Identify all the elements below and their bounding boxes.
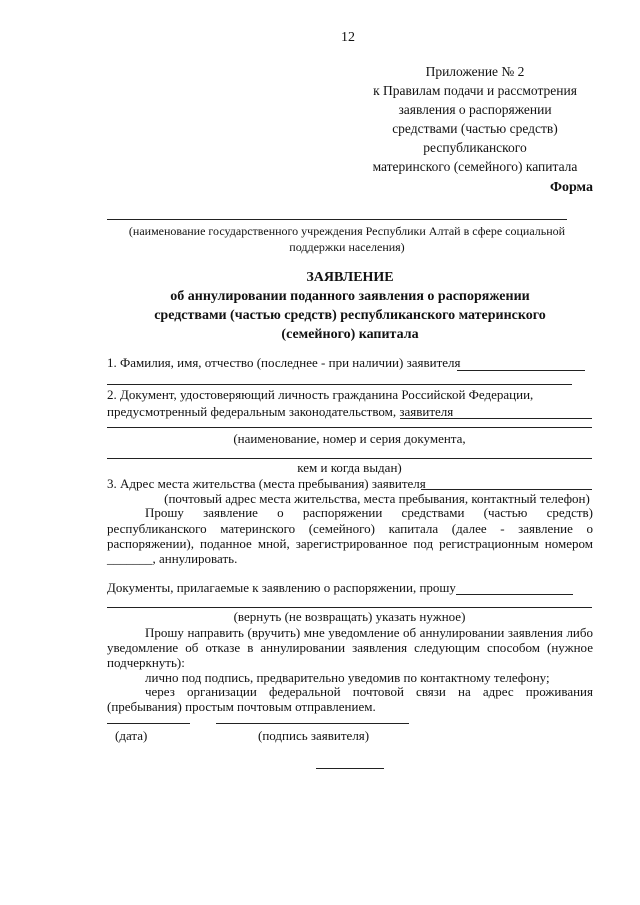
- notification-paragraph-line: подчеркнуть):: [107, 655, 185, 670]
- title-line: об аннулировании поданного заявления о распоряжении: [170, 289, 530, 304]
- appendix-line: заявления о распоряжении: [398, 102, 552, 117]
- signature-field[interactable]: [216, 723, 409, 724]
- institution-field[interactable]: [107, 219, 567, 220]
- appendix-block: [350, 62, 600, 176]
- full-name-field-continued[interactable]: [107, 384, 572, 385]
- attached-documents-field-continued[interactable]: [107, 607, 592, 608]
- item3-label: 3. Адрес места жительства (места пребывания) заявителя: [107, 476, 426, 491]
- document-title: [100, 268, 600, 344]
- request-paragraph-line: _______, аннулировать.: [107, 551, 238, 566]
- request-paragraph-line: республиканского материнского (семейного) капитала (далее - заявление о: [107, 521, 593, 536]
- appendix-title: Приложение № 2: [425, 64, 525, 79]
- title-line: (семейного) капитала: [281, 327, 419, 342]
- document-issuer-field[interactable]: [107, 458, 592, 459]
- appendix-line: республиканского: [423, 140, 527, 155]
- notification-paragraph-line: уведомление об отказе в аннулировании заявления следующим способом (нужное: [107, 640, 593, 655]
- appendix-line: материнского (семейного) капитала: [372, 159, 578, 174]
- attached-documents-field[interactable]: [456, 594, 573, 595]
- delivery-option-in-person[interactable]: лично под подпись, предварительно уведомив по контактному телефону;: [145, 670, 550, 685]
- identity-document-field[interactable]: [400, 418, 592, 419]
- appendix-line: средствами (частью средств): [392, 121, 558, 136]
- return-caption: (вернуть (не возвращать) указать нужное): [233, 609, 466, 624]
- address-field[interactable]: [421, 489, 592, 490]
- document-caption: (наименование, номер и серия документа,: [233, 431, 466, 446]
- delivery-option-post-continued: (пребывания) простым почтовым отправлением.: [107, 699, 376, 714]
- page-number: 12: [341, 30, 355, 45]
- notification-paragraph-line: Прошу направить (вручить) мне уведомление об аннулировании заявления либо: [145, 625, 593, 640]
- end-divider: [316, 768, 384, 769]
- address-caption: (почтовый адрес места жительства, места пребывания, контактный телефон): [164, 491, 590, 506]
- attached-documents-label: Документы, прилагаемые к заявлению о распоряжении, прошу: [107, 580, 456, 595]
- institution-caption: (наименование государственного учреждения Республики Алтай в сфере социальной: [128, 224, 566, 238]
- institution-caption: поддержки населения): [289, 240, 405, 254]
- item2-label: предусмотренный федеральным законодательством, заявителя: [107, 404, 454, 419]
- document-caption: кем и когда выдан): [297, 460, 402, 475]
- request-paragraph-line: распоряжении), поданное мной, зарегистрированное под регистрационным номером: [107, 536, 593, 551]
- form-label: Форма: [549, 180, 593, 195]
- title-line: средствами (частью средств) республиканского материнского: [154, 308, 546, 323]
- delivery-option-post[interactable]: через организации федеральной почтовой связи на адрес проживания: [145, 684, 593, 699]
- signature-label: (подпись заявителя): [258, 728, 370, 743]
- item1-label: 1. Фамилия, имя, отчество (последнее - при наличии) заявителя: [107, 355, 461, 370]
- date-field[interactable]: [107, 723, 190, 724]
- appendix-line: к Правилам подачи и рассмотрения: [373, 83, 577, 98]
- title-heading: ЗАЯВЛЕНИЕ: [306, 270, 394, 285]
- request-paragraph-line: Прошу заявление о распоряжении средствами (частью средств): [145, 505, 593, 520]
- identity-document-field-continued[interactable]: [107, 427, 592, 428]
- date-label: (дата): [115, 728, 148, 743]
- item2-label: 2. Документ, удостоверяющий личность гражданина Российской Федерации,: [107, 387, 534, 402]
- full-name-field[interactable]: [457, 370, 585, 371]
